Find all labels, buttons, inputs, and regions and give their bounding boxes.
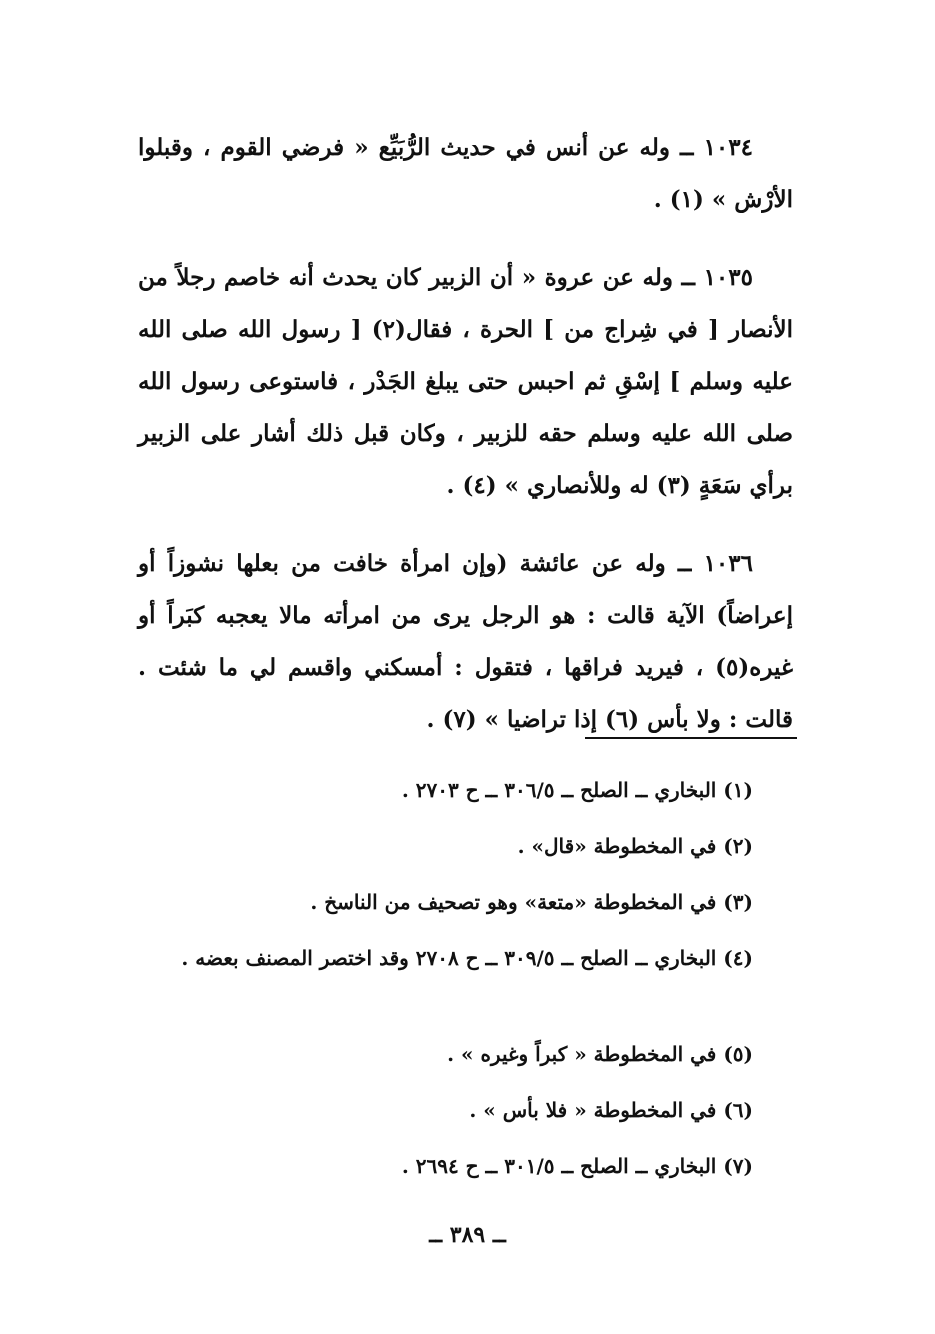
main-text-body [138, 122, 793, 746]
footnote-1: (١) البخاري ــ الصلح ــ ٣٠٦/٥ ــ ح ٢٧٠٣ . [401, 778, 753, 802]
footnote-7: (٧) البخاري ــ الصلح ــ ٣٠١/٥ ــ ح ٢٦٩٤ . [401, 1154, 753, 1178]
footnote-4: (٤) البخاري ــ الصلح ــ ٣٠٩/٥ ــ ح ٢٧٠٨ وقد اختصر المصنف بعضه . [181, 946, 753, 970]
footnote-divider [585, 737, 797, 739]
footnote-2: (٢) في المخطوطة «قال» . [517, 834, 753, 858]
footnote-3: (٣) في المخطوطة «متعة» وهو تصحيف من الناسخ . [310, 890, 753, 914]
page-number: ــ ٣٨٩ ــ [429, 1222, 506, 1248]
hadith-1034: ١٠٣٤ ــ وله عن أنس في حديث الرُّبَيِّع « فرضي القوم ، وقبلوا الأرْش » (١) . [138, 134, 793, 213]
hadith-1036: ١٠٣٦ ــ وله عن عائشة (وإن امرأة خافت من بعلها نشوزاً أو إعراضاً) الآية قالت : هو الرجل يرى من امرأته مالا يعجبه كبَراً أو غيره(٥) ، فيريد فراقها ، فتقول : أمسكني واقسم لي ما شئت . قالت : ولا بأس (٦) إذا تراضيا » (٧) . [138, 550, 793, 733]
footnote-5: (٥) في المخطوطة « كبراً وغيره » . [447, 1042, 753, 1066]
hadith-1035: ١٠٣٥ ــ وله عن عروة « أن الزبير كان يحدث أنه خاصم رجلاً من الأنصار [ في شِراج من ] الحرة ، فقال(٢) [ رسول الله صلى الله عليه وسلم ] إسْقِ ثم احبس حتى يبلغ الجَدْر ، فاستوعى رسول الله صلى الله عليه وسلم حقه للزبير ، وكان قبل ذلك أشار على الزبير برأي سَعَةٍ (٣) له وللأنصاري » (٤) . [138, 264, 793, 499]
footnote-6: (٦) في المخطوطة « فلا بأس » . [469, 1098, 753, 1122]
